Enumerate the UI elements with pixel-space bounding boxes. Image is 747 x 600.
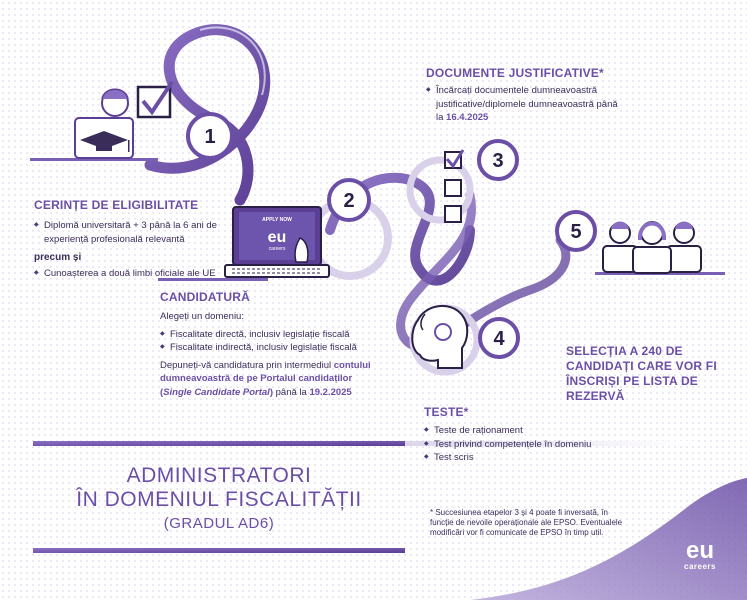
application-deadline: 19.2.2025 bbox=[309, 386, 352, 398]
checkbox-checked-icon bbox=[138, 82, 172, 117]
title-line-2: ÎN DOMENIUL FISCALITĂȚII bbox=[76, 488, 362, 511]
application-intro: Alegeți un domeniu: bbox=[160, 311, 244, 322]
laptop-logo-text: eu bbox=[267, 229, 287, 246]
eligibility-item-2: ◆ Cunoașterea a două limbi oficiale ale UE bbox=[34, 267, 224, 281]
title-bar-bottom bbox=[33, 548, 405, 553]
title-line-1: ADMINISTRATORI bbox=[126, 464, 312, 487]
title-bar-top bbox=[33, 441, 405, 446]
step-1-body bbox=[34, 219, 224, 280]
main-title bbox=[33, 464, 405, 536]
title-line-3: (GRADUL AD6) bbox=[163, 515, 275, 532]
application-domain-2: ◆ Fiscalitate indirectă, inclusiv legislație fiscală bbox=[160, 341, 385, 355]
candidate-portal-link[interactable]: contului dumneavoastră de pe Portalul candidaților (Single Candidate Portal) bbox=[160, 359, 371, 398]
step-5-heading: SELECȚIA A 240 DE CANDIDAȚI CARE VOR FI ÎNSCRIȘI PE LISTA DE REZERVĂ bbox=[566, 344, 717, 403]
test-item-3: ◆ Test scris bbox=[424, 451, 644, 465]
test-item-1: ◆ Teste de raționament bbox=[424, 424, 644, 438]
laptop-screen-text: APPLY NOW bbox=[262, 217, 292, 223]
checklist-icon bbox=[445, 150, 463, 222]
laptop-logo-sub: careers bbox=[268, 246, 286, 252]
application-domain-1: ◆ Fiscalitate directă, inclusiv legislație fiscală bbox=[160, 328, 385, 342]
step-5-number: 5 bbox=[570, 221, 582, 243]
step-1-heading: CERINȚE DE ELIGIBILITATE bbox=[34, 198, 199, 212]
step-1-number: 1 bbox=[204, 126, 216, 148]
test-item-2: ◆ Test privind competențele în domeniu bbox=[424, 438, 644, 452]
step-4-number: 4 bbox=[493, 328, 505, 350]
application-submit: Depuneți-vă candidatura prin intermediul contului dumneavoastră de pe Portalul candidaților (Single Candidate Portal) până la 19.2.2025 bbox=[160, 359, 371, 398]
step-3-body bbox=[426, 84, 626, 125]
eligibility-plus: precum și bbox=[34, 252, 82, 263]
step-2-body bbox=[160, 310, 385, 399]
documents-deadline: 16.4.2025 bbox=[446, 112, 489, 123]
eu-careers-logo bbox=[670, 537, 730, 571]
documents-text: Încărcați documentele dumneavoastră justificative/diplomele dumneavoastră până la bbox=[436, 85, 618, 123]
step-2-number: 2 bbox=[343, 190, 355, 212]
step-3-number: 3 bbox=[492, 150, 504, 172]
candidates-group-icon bbox=[603, 222, 701, 274]
step-4-heading: TESTE* bbox=[424, 405, 469, 419]
laptop-icon bbox=[225, 207, 329, 277]
logo-mark: eu bbox=[685, 537, 714, 564]
step-2-heading: CANDIDATURĂ bbox=[160, 290, 250, 304]
step-3-heading: DOCUMENTE JUSTIFICATIVE* bbox=[426, 66, 604, 80]
graduate-icon bbox=[75, 89, 133, 158]
footnote: * Succesiunea etapelor 3 și 4 poate fi inversată, în funcție de nevoile operaționale ale EPSO. Eventualele modificări vor fi comunicate de EPSO în timp util. bbox=[430, 508, 623, 537]
eligibility-item-1: ◆ Diplomă universitară + 3 până la 6 ani de experiență profesională relevantă bbox=[34, 219, 224, 246]
step-4-body bbox=[424, 424, 644, 465]
logo-sub: careers bbox=[684, 562, 716, 571]
